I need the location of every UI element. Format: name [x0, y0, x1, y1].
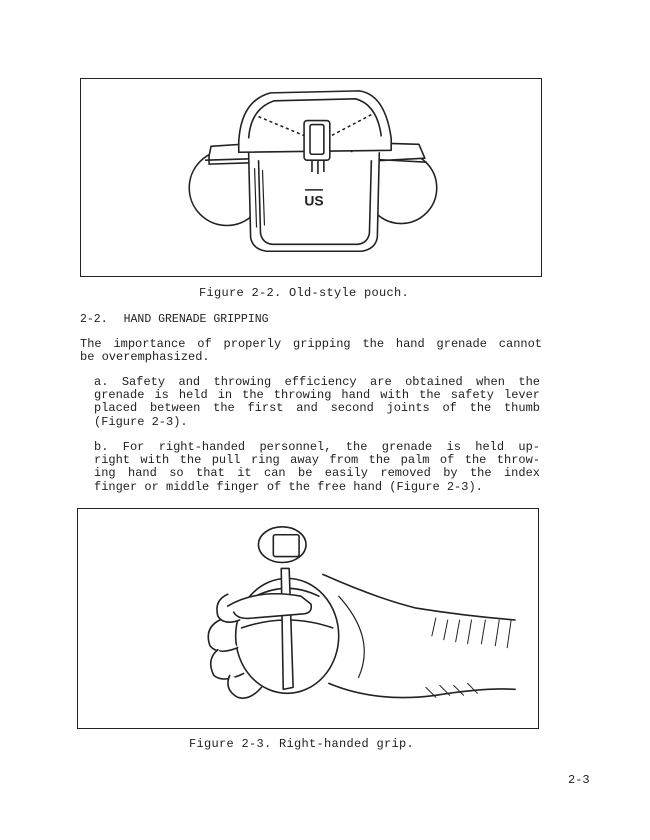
figure-2-3-caption: Figure 2-3. Right-handed grip. — [189, 737, 415, 751]
paragraph-line: grenade is held in the throwing hand with the safety lever — [94, 389, 540, 403]
page-number: 2-3 — [568, 773, 590, 787]
paragraph-line: placed between the first and second joints of the thumb — [94, 402, 540, 416]
figure-2-2-caption: Figure 2-2. Old-style pouch. — [199, 286, 410, 300]
grip-illustration — [78, 509, 538, 728]
paragraph-line: be overemphasized. — [80, 351, 210, 365]
paragraph-line: (Figure 2-3). — [94, 415, 188, 429]
section-heading — [80, 313, 269, 326]
finger-2 — [208, 620, 237, 651]
section-number: 2-2. — [80, 313, 108, 326]
paragraph-line: a. Safety and throwing efficiency are obtained when the — [94, 376, 540, 389]
section-title: HAND GRENADE GRIPPING — [123, 313, 269, 326]
paragraph-intro — [80, 338, 542, 364]
figure-right-handed-grip — [77, 508, 539, 729]
figure-old-style-pouch — [80, 78, 542, 277]
pouch-illustration — [81, 79, 541, 276]
us-marking: US — [304, 192, 324, 209]
paragraph-a — [94, 376, 540, 429]
paragraph-line: ing hand so that it can be easily removed by the index — [94, 467, 540, 481]
thumb — [228, 594, 312, 619]
paragraph-line: The importance of properly gripping the hand grenade cannot — [80, 338, 542, 351]
paragraph-line: b. For right-handed personnel, the grenade is held up- — [94, 441, 540, 454]
paragraph-line: finger or middle finger of the free hand (Figure 2-3). — [94, 480, 483, 494]
paragraph-line: right with the pull ring away from the palm of the throw- — [94, 454, 540, 468]
paragraph-b — [94, 441, 540, 494]
